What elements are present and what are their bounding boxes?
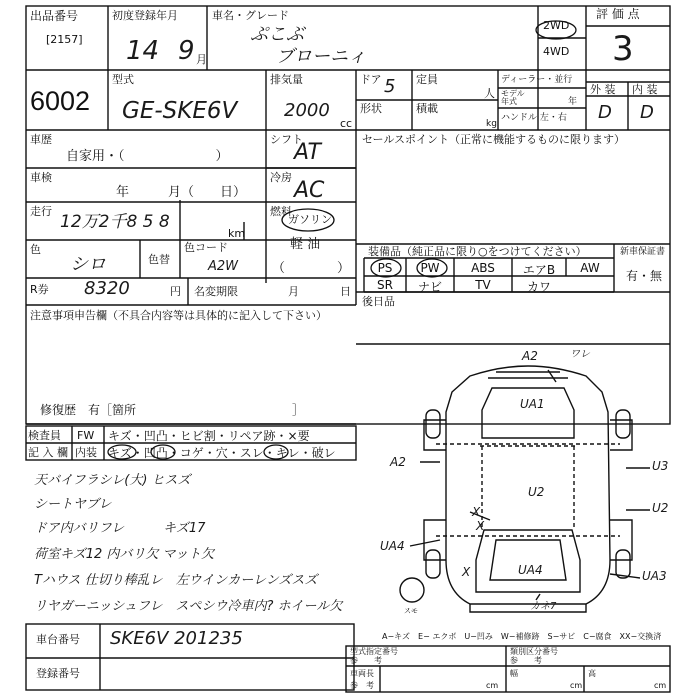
score-label: 評 価 点 (596, 7, 640, 21)
yen-unit: 円 (170, 285, 181, 298)
load-label: 積載 (416, 102, 438, 115)
ac-label: 冷房 (270, 171, 292, 184)
ext-grade: D (598, 102, 612, 123)
color-value: シロ (70, 254, 106, 275)
reg-month: 9 (178, 36, 195, 66)
mileage-label: 走行 (30, 205, 52, 218)
equip-leather: カワ (526, 280, 551, 294)
cc-unit: cc (340, 117, 353, 130)
grade: ブローニィ (276, 46, 366, 67)
fuel-label: 燃料 (270, 205, 292, 218)
mark-rear-bumper: カネ7 (530, 601, 557, 612)
hand-note-6: リヤガーニッシュフレ スペシウ冷車内? ホイール欠 (34, 599, 343, 614)
type-value: GE-SKE6V (122, 98, 238, 124)
chassis-value: SKE6V 201235 (110, 628, 243, 649)
hand-note-5: Tハウス 仕切り棒乱レ 左ウインカーレンズスズ (34, 573, 318, 588)
mark-left-ua4: UA4 (380, 539, 405, 553)
mark-front-crack: ワレ (570, 349, 590, 360)
inspection-label: 車検 (30, 171, 52, 184)
mark-x-2: X (476, 519, 485, 533)
mark-right-u3: U3 (652, 459, 669, 473)
hand-note-3: ドア内バリフレ キズ17 (34, 521, 206, 536)
equip-aw: AW (580, 261, 600, 275)
history-label: 車歴 (30, 133, 52, 146)
diagram-legend: A−キズ E− エクボ U−凹み W−補修跡 S−サビ C−腐食 XX−交換済 (382, 632, 662, 641)
name-change-day: 日 (340, 285, 351, 298)
capacity-label: 定員 (416, 73, 438, 86)
lot-number: 6002 (30, 86, 91, 116)
first-reg-label: 初度登録年月 (112, 9, 178, 22)
inner-label: 内装 (75, 446, 97, 459)
length-ref-label: 参 考 (350, 681, 374, 690)
int-label: 内 装 (632, 83, 658, 96)
model-year-label: モデル 年式 (501, 89, 525, 106)
equip-pw: PW (420, 261, 440, 275)
chassis-label: 車台番号 (36, 633, 80, 646)
spec-number-label: 型式指定番号 参 考 (350, 647, 398, 665)
fuel-gas: ガソリン (288, 213, 332, 226)
shift-value: AT (294, 140, 321, 165)
delivery-label: 後日品 (362, 295, 395, 308)
equip-tv: TV (475, 278, 491, 292)
recycle-amount: 8320 (84, 278, 130, 299)
lot-small: [2157] (46, 33, 83, 46)
hand-note-1: 天バイフラシレ(大) ヒスズ (34, 473, 191, 488)
km-unit: km (228, 227, 246, 240)
fw-label: FW (77, 429, 95, 442)
color-code-label: 色コード (184, 241, 228, 254)
hand-note-4: 荷室キズ12 内バリ欠 マット欠 (34, 547, 215, 562)
repaint-label: 色替 (148, 253, 170, 266)
width-cm: cm (570, 681, 583, 690)
mileage-value: 12万2千8 5 8 (60, 212, 170, 232)
lot-label: 出品番号 (30, 9, 79, 23)
mark-left-a2: A2 (390, 455, 406, 469)
equipment-label: 装備品（純正品に限り○をつけてください） (368, 245, 587, 258)
equip-ps: PS (377, 261, 393, 275)
month-unit: 月 (196, 53, 207, 66)
class-number-label: 類別区分番号 参 考 (510, 647, 558, 665)
mark-right-u2: U2 (652, 501, 669, 515)
mark-roof-ua1: UA1 (520, 397, 545, 411)
warranty-label: 新車保証書 (620, 247, 666, 257)
equip-navi: ナビ (417, 280, 442, 294)
height-cm: cm (654, 681, 667, 690)
reg-number-label: 登録番号 (36, 667, 80, 680)
mark-front-a2: A2 (522, 349, 538, 363)
height-label: 高 (588, 669, 596, 678)
length-label: 車両長 (350, 669, 374, 678)
int-defect-line: キズ・凹凸・コゲ・穴・スレ・キレ・破レ (108, 446, 336, 460)
dealer-label: ディーラー・並行 (501, 75, 573, 85)
year-unit: 年 (568, 97, 578, 107)
ac-value: AC (294, 178, 325, 203)
fuel-paren: （ ） (272, 261, 351, 276)
name-change-label: 名変期限 (194, 285, 238, 298)
shift-label: シフト (270, 133, 303, 146)
hand-note-2: シートヤブレ (34, 497, 112, 512)
type-label: 型式 (112, 73, 134, 86)
displacement-label: 排気量 (270, 73, 303, 86)
displacement-value: 2000 (284, 100, 330, 121)
notes-label: 注意事項申告欄（不具合内容等は具体的に記入して下さい） (30, 309, 327, 322)
color-code-value: A2W (208, 259, 239, 274)
inspector-label: 検査員 (28, 429, 61, 442)
length-cm: cm (486, 681, 499, 690)
repair-history: 修復歴 有［箇所 ］ (40, 403, 305, 417)
handle-label: ハンドル 左・右 (501, 113, 567, 123)
warranty-value: 有・無 (626, 269, 663, 283)
ext-defect-line: キズ・凹凸・ヒビ割・リペア跡・×要 (108, 429, 310, 443)
drive-2wd: 2WD (543, 19, 570, 32)
score-value: 3 (612, 29, 634, 69)
car-name: ぷこぶ (250, 24, 304, 45)
doors-label: ドア (360, 73, 382, 86)
history-value: 自家用・（ ） (66, 149, 229, 164)
drive-4wd: 4WD (543, 45, 570, 58)
mark-center-u2: U2 (528, 485, 545, 499)
mark-rear-ua3: UA3 (642, 569, 667, 583)
mark-x-1: X (472, 505, 481, 519)
mark-spare: スモ (404, 607, 418, 615)
color-label: 色 (30, 243, 41, 256)
shape-label: 形状 (360, 102, 382, 115)
name-grade-label: 車名・グレード (212, 9, 289, 22)
fuel-diesel: 軽 油 (290, 237, 321, 252)
kg-unit: kg (486, 119, 497, 129)
equip-sr: SR (377, 278, 393, 292)
doors-value: 5 (384, 76, 396, 97)
equip-airbag: エアB (522, 263, 556, 277)
mark-rear-ua4: UA4 (518, 563, 543, 577)
reg-year: 14 (126, 36, 160, 66)
sales-point-label: セールスポイント（正常に機能するものに限ります） (362, 133, 626, 146)
equip-abs: ABS (471, 261, 495, 275)
inspection-value: 年 月（ 日） (116, 185, 247, 200)
width-label: 幅 (510, 669, 518, 678)
name-change-month: 月 (288, 285, 299, 298)
recycle-label: R券 (30, 283, 49, 296)
mark-x-3: X (462, 565, 471, 579)
ext-label: 外 装 (590, 83, 616, 96)
inspector-label2: 記 入 欄 (28, 446, 68, 459)
int-grade: D (640, 102, 654, 123)
capacity-unit: 人 (484, 87, 495, 100)
